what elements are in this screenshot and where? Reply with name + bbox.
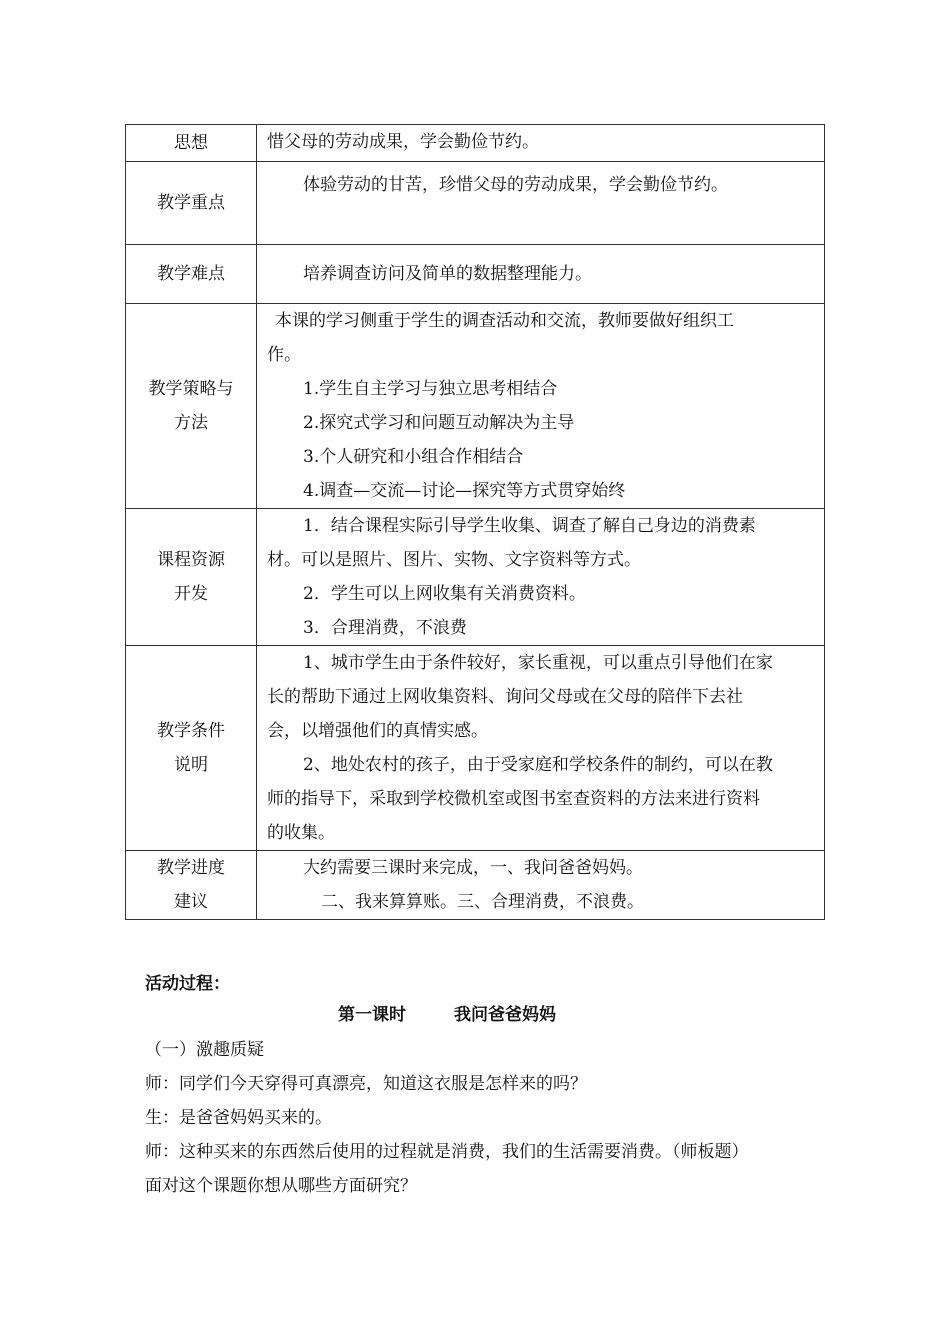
content-line: 师的指导下，采取到学校微机室或图书室查资料的方法来进行资料	[267, 789, 760, 809]
content-line: 1.学生自主学习与独立思考相结合	[303, 379, 558, 399]
content-line: 2.探究式学习和问题互动解决为主导	[303, 413, 575, 433]
content-line: 体验劳动的甘苦，珍惜父母的劳动成果，学会勤俭节约。	[303, 175, 728, 195]
row-label: 课程资源 开发	[126, 509, 257, 646]
content-line: 的收集。	[267, 823, 335, 843]
section-heading: 活动过程：	[145, 974, 230, 994]
lesson-plan-table	[125, 124, 825, 920]
row-content	[257, 245, 825, 304]
table-row	[126, 304, 825, 509]
body-line: 师：这种买来的东西然后使用的过程就是消费，我们的生活需要消费。（师板题）	[145, 1142, 749, 1162]
table-row	[126, 162, 825, 245]
row-content	[257, 304, 825, 509]
body-line: （一）激趣质疑	[145, 1040, 264, 1060]
row-content	[257, 125, 825, 162]
content-line: 2、地处农村的孩子，由于受家庭和学校条件的制约，可以在教	[303, 755, 773, 775]
body-line: 生：是爸爸妈妈买来的。	[145, 1108, 332, 1128]
content-line: 二、我来算算账。三、合理消费，不浪费。	[321, 892, 644, 912]
row-label: 教学难点	[126, 245, 257, 304]
row-label: 教学策略与 方法	[126, 304, 257, 509]
table-row	[126, 646, 825, 851]
content-line: 1．结合课程实际引导学生收集、调查了解自己身边的消费素	[303, 516, 756, 536]
table-row	[126, 245, 825, 304]
row-label: 教学进度 建议	[126, 851, 257, 920]
table-row	[126, 125, 825, 162]
content-line: 3．合理消费，不浪费	[303, 618, 467, 638]
row-content	[257, 162, 825, 245]
row-label: 教学重点	[126, 162, 257, 245]
lesson-name: 第一课时	[338, 1005, 406, 1025]
content-line: 材。可以是照片、图片、实物、文字资料等方式。	[267, 550, 641, 570]
row-content	[257, 509, 825, 646]
body-line: 师：同学们今天穿得可真漂亮，知道这衣服是怎样来的吗？	[145, 1074, 587, 1094]
row-label: 教学条件 说明	[126, 646, 257, 851]
table-row	[126, 509, 825, 646]
content-line: 会，以增强他们的真情实感。	[267, 721, 488, 741]
content-line: 1、城市学生由于条件较好，家长重视，可以重点引导他们在家	[303, 653, 773, 673]
content-line: 培养调查访问及简单的数据整理能力。	[303, 264, 592, 284]
body-line: 面对这个课题你想从哪些方面研究？	[145, 1176, 417, 1196]
table-row	[126, 851, 825, 920]
content-line: 本课的学习侧重于学生的调查活动和交流，教师要做好组织工	[275, 311, 734, 331]
content-line: 作。	[267, 345, 301, 365]
row-label: 思想	[126, 125, 257, 162]
lesson-body	[145, 1033, 815, 1203]
content-line: 惜父母的劳动成果，学会勤俭节约。	[267, 132, 539, 152]
row-content	[257, 646, 825, 851]
lesson-heading	[338, 1000, 556, 1025]
content-line: 2．学生可以上网收集有关消费资料。	[303, 584, 586, 604]
content-line: 大约需要三课时来完成，一、我问爸爸妈妈。	[303, 858, 643, 878]
content-line: 4.调查—交流—讨论—探究等方式贯穿始终	[303, 481, 626, 501]
lesson-topic: 我问爸爸妈妈	[454, 1005, 556, 1025]
content-line: 3.个人研究和小组合作相结合	[303, 447, 524, 467]
content-line: 长的帮助下通过上网收集资料、询问父母或在父母的陪伴下去社	[267, 687, 743, 707]
row-content	[257, 851, 825, 920]
